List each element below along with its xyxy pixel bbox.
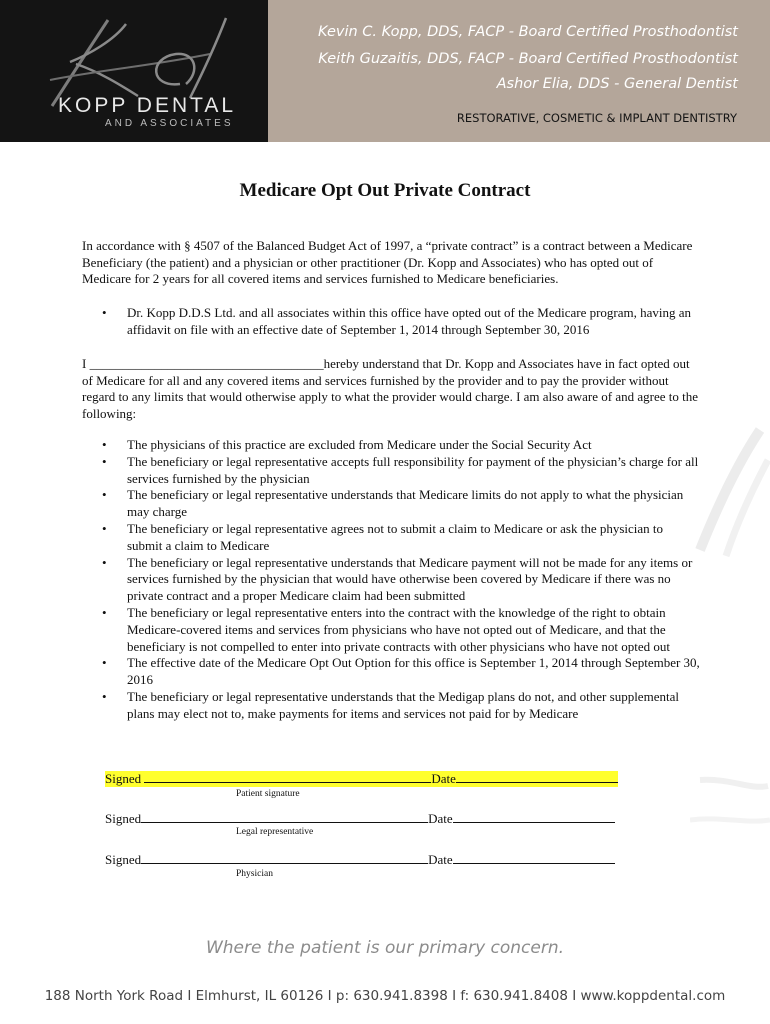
decorative-brush-strokes: [690, 760, 770, 850]
patient-signature-line[interactable]: [105, 771, 618, 787]
practice-tagline: RESTORATIVE, COSMETIC & IMPLANT DENTISTRY: [456, 111, 737, 125]
physician-date-field[interactable]: [453, 852, 615, 864]
list-item: [82, 689, 700, 723]
signed-label: Signed: [105, 852, 142, 867]
logo-panel: [0, 0, 268, 142]
list-item: [82, 454, 700, 488]
patient-date-field[interactable]: [456, 771, 618, 783]
signed-label: Signed: [105, 771, 145, 786]
list-item: [82, 305, 700, 339]
list-item: [82, 555, 700, 605]
list-item-text: The beneficiary or legal representative accepts full responsibility for payment of the physician’s charge for all services furnished by the physician: [127, 453, 699, 486]
legal-representative-signature-line[interactable]: [105, 811, 615, 827]
bullet-icon: •: [102, 688, 107, 704]
patient-signature-field[interactable]: [144, 771, 431, 783]
list-item-text: Dr. Kopp D.D.S Ltd. and all associates within this office have opted out of the Medicare program, having an affidavit on file with an effective date of September 1, 2014 through September 30, 2016: [127, 305, 692, 337]
footer-contact-info: 188 North York Road I Elmhurst, IL 60126 I p: 630.941.8398 I f: 630.941.8408 I www.koppdental.com: [44, 988, 726, 1004]
logo-name: KOPP DENTAL: [58, 94, 237, 117]
doctor-line: Ashor Elia, DDS - General Dentist: [496, 76, 738, 92]
list-item-text: The physicians of this practice are excluded from Medicare under the Social Security Act: [127, 437, 592, 452]
bullet-icon: •: [102, 453, 107, 469]
signature-caption: Patient signature: [236, 789, 300, 799]
physician-signature-field[interactable]: [141, 852, 428, 864]
bullet-icon: •: [102, 437, 107, 452]
letterhead: [0, 0, 770, 142]
opt-out-statement-list: [82, 305, 700, 339]
date-label: Date: [428, 811, 453, 826]
signature-caption: Physician: [236, 869, 273, 879]
list-item: [82, 521, 700, 555]
list-item-text: The beneficiary or legal representative understands that the Medigap plans do not, and other supplemental plans may elect not to, make payments for items and services not paid for by Medicare: [127, 688, 679, 721]
terms-list: [82, 437, 700, 723]
doctor-line: Kevin C. Kopp, DDS, FACP - Board Certified Prosthodontist: [317, 24, 738, 40]
list-item: [82, 655, 700, 689]
bullet-icon: •: [102, 604, 107, 620]
list-item: [82, 487, 700, 521]
list-item-text: The beneficiary or legal representative agrees not to submit a claim to Medicare or ask the physician to submit a claim to Medicare: [127, 520, 664, 553]
bullet-icon: •: [102, 487, 107, 503]
signature-caption: Legal representative: [236, 827, 314, 837]
legal-representative-signature-field[interactable]: [141, 811, 428, 823]
decorative-brush-strokes: [690, 420, 770, 560]
list-item-text: The beneficiary or legal representative enters into the contract with the knowledge of the right to obtain Medicare-covered items and services from physicians who have not opted out of Medicare, and that the beneficiary is not compelled to enter into private contracts with other physicians who have not opted out: [127, 604, 670, 654]
date-label: Date: [428, 852, 453, 867]
legal-representative-date-field[interactable]: [453, 811, 615, 823]
list-item-text: The effective date of the Medicare Opt Out Option for this office is September 1, 2014 through September 30, 2016: [127, 655, 700, 688]
document-title: Medicare Opt Out Private Contract: [239, 180, 531, 201]
bullet-icon: •: [102, 655, 107, 671]
intro-paragraph: In accordance with § 4507 of the Balanced Budget Act of 1997, a “private contract” is a contract between a Medicare Beneficiary (the patient) and a physician or other practitioner (Dr. Kopp and Associates) who has opted out of Medicare for 2 years for all covered items and services furnished to Medicare beneficiaries.: [82, 238, 693, 286]
list-item-text: The beneficiary or legal representative understands that Medicare limits do not apply to what the physician may charge: [127, 487, 684, 520]
physician-signature-line[interactable]: [105, 852, 615, 868]
date-label: Date: [431, 771, 456, 786]
bullet-icon: •: [102, 305, 107, 320]
signed-label: Signed: [105, 811, 142, 826]
list-item: [82, 605, 700, 655]
footer-slogan: Where the patient is our primary concern.: [205, 938, 565, 958]
agreement-paragraph: I ____________________________________hereby understand that Dr. Kopp and Associates have in fact opted out of Medicare for all and any covered items and services furnished by the provider and to pay the provider without regard to any limits that would otherwise apply to what the provider would charge. I am also aware of and agree to the following:: [82, 356, 698, 421]
list-item: [82, 437, 700, 454]
practice-info-panel: [268, 0, 770, 142]
bullet-icon: •: [102, 520, 107, 536]
list-item-text: The beneficiary or legal representative understands that Medicare payment will not be made for any items or services furnished by the physician that would have otherwise been covered by Medicare if there was no private contract and a proper Medicare claim had been submitted: [127, 554, 693, 604]
logo-subtitle: AND ASSOCIATES: [105, 118, 234, 129]
bullet-icon: •: [102, 554, 107, 570]
doctor-line: Keith Guzaitis, DDS, FACP - Board Certified Prosthodontist: [318, 51, 738, 67]
